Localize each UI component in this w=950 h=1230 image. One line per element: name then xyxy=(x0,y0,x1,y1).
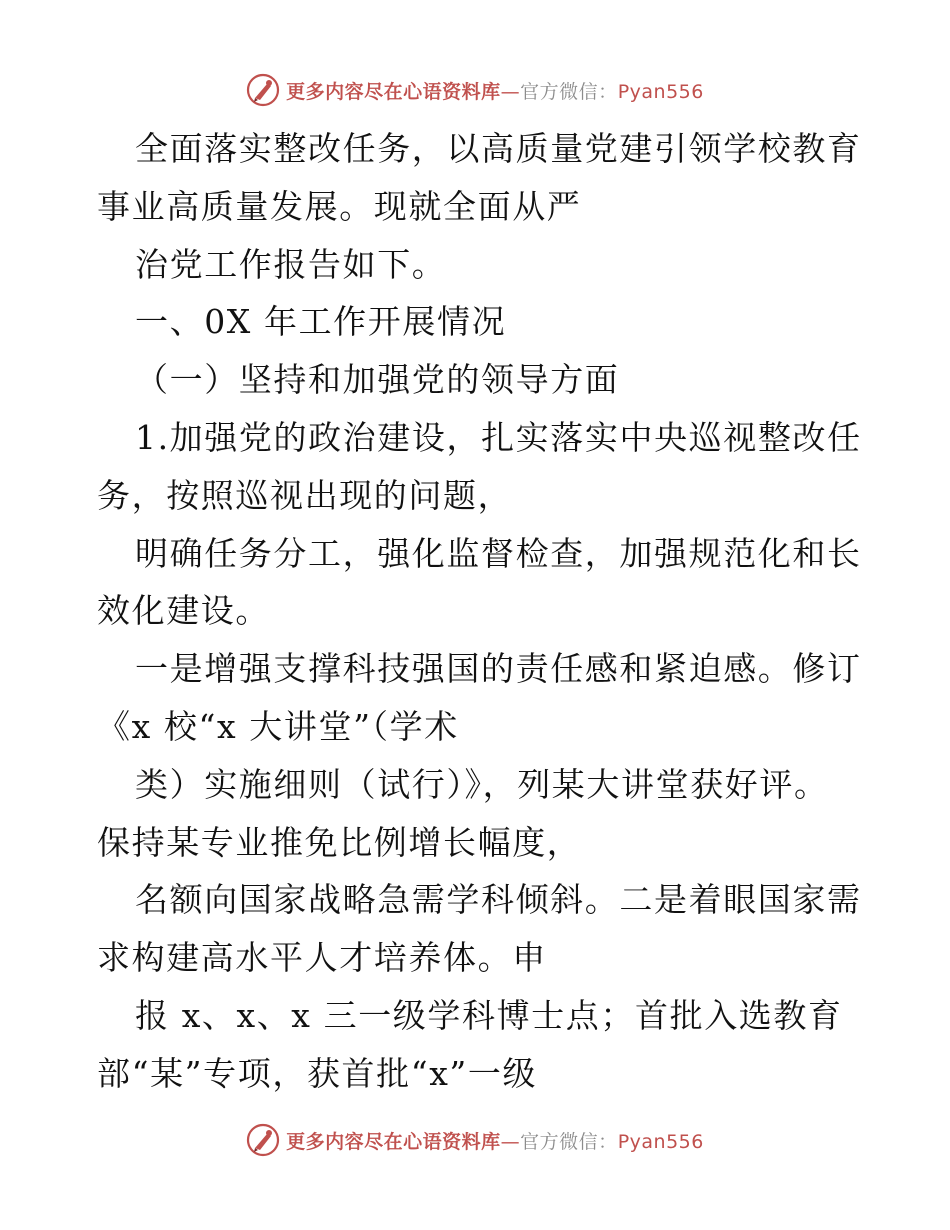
banner-prefix: 更多内容尽在心语资料库 xyxy=(286,1130,501,1153)
text-line: 名额向国家战略急需学科倾斜。二是着眼国家需 xyxy=(135,880,862,920)
banner-middle: 官方微信： xyxy=(520,80,618,103)
text-line: 明确任务分工，强化监督检查，加强规范化和长 xyxy=(135,533,862,573)
text-line: 报 x、x、x 三一级学科博士点；首批入选教育 xyxy=(135,995,843,1035)
banner-middle: 官方微信： xyxy=(520,1130,618,1153)
text-line: 一是增强支撑科技强国的责任感和紧迫感。修订 xyxy=(135,649,862,689)
banner-account: Pyan556 xyxy=(617,1130,704,1153)
text-line: （一）坚持和加强党的领导方面 xyxy=(135,360,620,400)
text-line: 一、0X 年工作开展情况 xyxy=(135,302,507,342)
banner-dash: — xyxy=(500,80,521,103)
text-line: 全面落实整改任务，以高质量党建引领学校教育 xyxy=(135,129,862,168)
text-line: 务，按照巡视出现的问题， xyxy=(97,475,513,515)
document-body xyxy=(97,120,862,1103)
text-line: 治党工作报告如下。 xyxy=(135,244,447,284)
header-watermark-banner xyxy=(0,70,950,110)
text-line: 保持某专业推免比例增长幅度， xyxy=(97,822,582,862)
text-line: 类）实施细则（试行）》，列某大讲堂获好评。 xyxy=(135,764,829,804)
banner-account: Pyan556 xyxy=(617,80,704,103)
text-line: 部“某”专项，获首批“x”一级 xyxy=(97,1053,538,1093)
text-line: 效化建设。 xyxy=(97,591,270,631)
text-line: 《x 校“x 大讲堂”（学术 xyxy=(97,706,459,746)
text-line: 事业高质量发展。现就全面从严 xyxy=(97,186,582,226)
footer-watermark-banner xyxy=(0,1120,950,1160)
text-line: 求构建高水平人才培养体。申 xyxy=(97,938,547,978)
pen-logo-icon xyxy=(246,1123,280,1157)
banner-prefix: 更多内容尽在心语资料库 xyxy=(286,80,501,103)
banner-dash: — xyxy=(500,1130,521,1153)
pen-logo-icon xyxy=(246,73,280,107)
text-line: 1.加强党的政治建设，扎实落实中央巡视整改任 xyxy=(135,417,862,457)
